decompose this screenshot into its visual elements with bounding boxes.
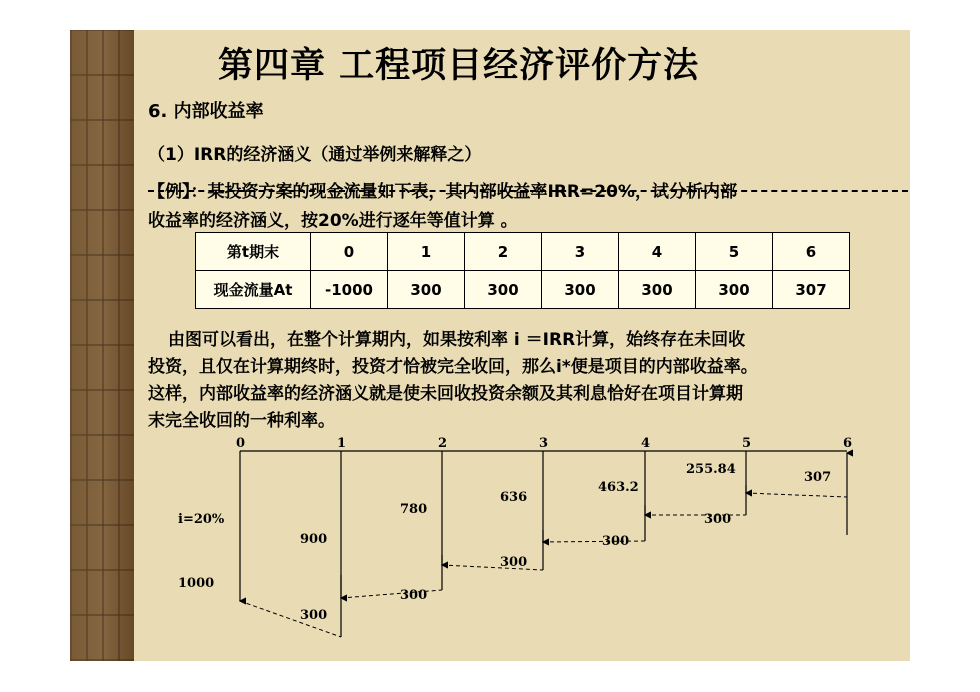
table-cell: 4 <box>619 233 696 271</box>
dashed-strike-line <box>148 190 908 192</box>
table-cell: 5 <box>696 233 773 271</box>
table-cell: 300 <box>465 271 542 309</box>
table-row <box>196 233 850 271</box>
receipt-label: 300 <box>500 555 528 570</box>
cash-flow-diagram <box>170 435 870 657</box>
balance-label: 900 <box>300 532 328 547</box>
table-cell: 0 <box>311 233 388 271</box>
paragraph-line: 末完全收回的一种利率。 <box>148 411 335 431</box>
table-cell: -1000 <box>311 271 388 309</box>
example-line-2: 收益率的经济涵义，按20%进行逐年等值计算 。 <box>148 211 518 231</box>
receipt-label: 300 <box>602 534 630 549</box>
balance-label: 463.2 <box>598 480 639 495</box>
table-cell: 300 <box>619 271 696 309</box>
table-cell: 307 <box>773 271 850 309</box>
receipt-label: 300 <box>704 512 732 527</box>
interest-line <box>746 493 847 497</box>
table-cell: 3 <box>542 233 619 271</box>
paragraph-line: 这样，内部收益率的经济涵义就是使未回收投资余额及其利息恰好在项目计算期 <box>148 384 743 404</box>
decorative-wood-strip <box>70 30 134 661</box>
paragraph-line: 由图可以看出，在整个计算期内，如果按利率 i ＝IRR计算，始终存在未回收 <box>168 330 746 350</box>
table-cell: 300 <box>542 271 619 309</box>
subsection-heading: （1）IRR的经济涵义（通过举例来解释之） <box>148 145 482 165</box>
table-cell: 2 <box>465 233 542 271</box>
axis-label: 6 <box>843 436 853 451</box>
balance-label: 780 <box>400 502 428 517</box>
balance-label: 1000 <box>178 576 215 591</box>
balance-label: 636 <box>500 490 528 505</box>
cash-flow-table <box>195 232 850 309</box>
table-header-cell: 第t期末 <box>196 233 311 271</box>
example-line-1: 【例】：某投资方案的现金流量如下表，其内部收益率IRR=20%，试分析内部 <box>148 182 737 202</box>
axis-label: 3 <box>539 436 549 451</box>
receipt-label: 300 <box>300 608 328 623</box>
table-cell: 300 <box>388 271 465 309</box>
balance-label: 255.84 <box>686 462 736 477</box>
receipt-label: 307 <box>804 470 832 485</box>
table-cell: 6 <box>773 233 850 271</box>
axis-label: 0 <box>236 436 246 451</box>
slide <box>70 30 910 661</box>
axis-label: 1 <box>337 436 347 451</box>
interest-line <box>442 565 543 570</box>
table-cell: 1 <box>388 233 465 271</box>
table-header-cell: 现金流量At <box>196 271 311 309</box>
page-title: 第四章 工程项目经济评价方法 <box>218 46 700 86</box>
axis-label: 2 <box>438 436 448 451</box>
table-cell: 300 <box>696 271 773 309</box>
axis-label: 5 <box>742 436 752 451</box>
rate-label: i=20% <box>178 512 225 527</box>
section-heading: 6. 内部收益率 <box>148 101 264 122</box>
table-row <box>196 271 850 309</box>
receipt-label: 300 <box>400 588 428 603</box>
paragraph-line: 投资，且仅在计算期终时，投资才恰被完全收回，那么i*便是项目的内部收益率。 <box>148 357 758 377</box>
interest-line <box>543 541 645 542</box>
axis-label: 4 <box>641 436 651 451</box>
